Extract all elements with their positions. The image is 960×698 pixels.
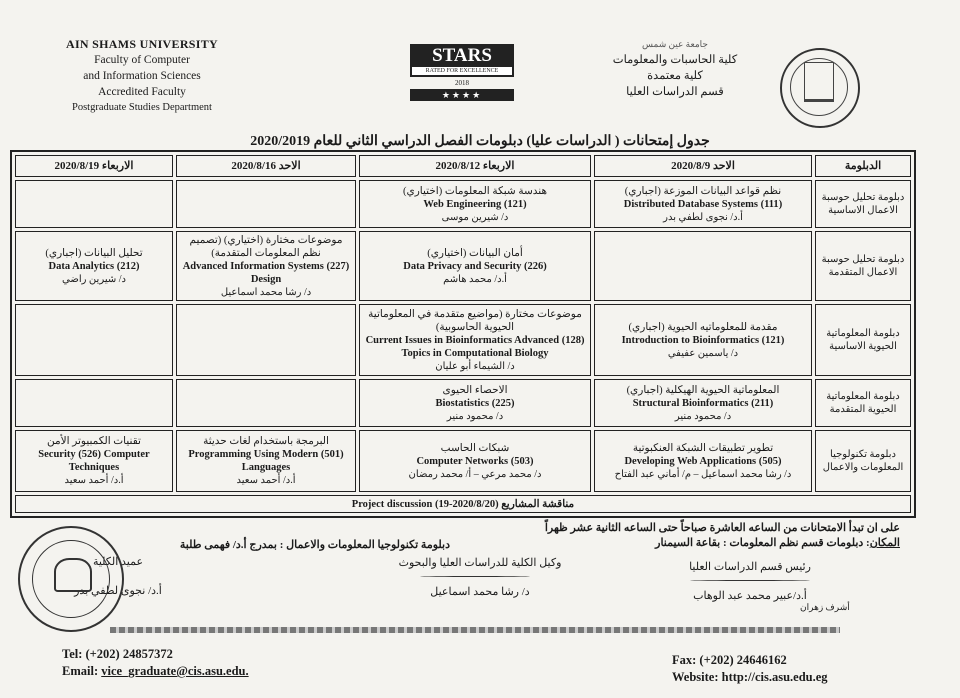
instructor-name: أ.د/ أحمد سعيد — [64, 475, 124, 486]
course-name-en: (225) Biostatistics — [435, 397, 515, 409]
fax: Fax: (+202) 24646162 — [672, 653, 787, 667]
university-header-ar — [600, 36, 750, 100]
accredited-label: Accredited Faculty — [98, 86, 186, 98]
exam-cell — [359, 180, 591, 228]
project-discussion: مناقشة المشاريع Project discussion (19-2020/8/20) — [15, 495, 911, 513]
diploma-cell: دبلومة تحليل حوسبة الاعمال الاساسية — [815, 180, 911, 228]
table-row — [15, 304, 911, 376]
department-name: Postgraduate Studies Department — [72, 102, 212, 113]
course-name-en: (227) Advanced Information Systems Design — [182, 260, 350, 285]
diploma-cell: دبلومة المعلوماتية الحيوية المتقدمة — [815, 379, 911, 427]
instructor-name: أ.د/ أحمد سعيد — [236, 475, 296, 486]
stars-logo — [410, 44, 514, 101]
course-name-en: (226) Data Privacy and Security — [403, 260, 547, 272]
footer-divider — [110, 627, 840, 633]
place-label: المكان — [869, 537, 900, 549]
department-name-ar: قسم الدراسات العليا — [626, 86, 724, 98]
course-name-en: Security (526) Computer Techniques — [38, 449, 150, 473]
exam-time-note: على ان تبدأ الامتحانات من الساعه العاشرة صباحاً حتى الساعه الثانية عشر ظهراً — [544, 522, 900, 534]
column-header-date-4: الاربعاء 2020/8/19 — [15, 155, 173, 177]
exam-cell — [176, 231, 356, 301]
exam-cell — [359, 379, 591, 427]
course-name-en: (211) Structural Bioinformatics — [632, 397, 774, 409]
course-name-ar: أمان البيانات (اختياري) — [427, 247, 523, 259]
diploma-it-place: دبلومة تكنولوجيا المعلومات والاعمال : بمدرج أ.د/ فهمى طلبة — [179, 539, 450, 551]
course-name-ar: المعلوماتية الحيوية الهيكلية (اجباري) — [626, 384, 780, 396]
instructor-name: أ.د/ محمد هاشم — [443, 273, 507, 285]
course-name-ar: تقنيات الكمبيوتر الأمن — [47, 436, 141, 447]
accredited-label-ar: كلية معتمدة — [647, 70, 703, 82]
column-header-date-1: الاحد 2020/8/9 — [594, 155, 812, 177]
vice-signature-block — [380, 556, 580, 600]
course-name-ar: البرمجة باستخدام لغات حديثة — [203, 436, 329, 447]
course-name-en: (503) Computer Networks — [416, 455, 534, 467]
table-row — [15, 231, 911, 301]
exam-cell — [594, 231, 812, 301]
prepared-by: أشرف زهران — [800, 602, 850, 612]
diploma-cell: دبلومة تحليل حوسبة الاعمال المتقدمة — [815, 231, 911, 301]
course-name-ar: نظم قواعد البيانات الموزعة (اجباري) — [624, 185, 782, 197]
page-title: جدول إمتحانات ( الدراسات عليا) دبلومات الفصل الدراسي الثاني للعام 2020/2019 — [250, 134, 710, 149]
exam-cell — [594, 180, 812, 228]
course-name-ar: تطوير تطبيقات الشبكة العنكبوتية — [632, 442, 774, 454]
table-row — [15, 379, 911, 427]
course-name-ar: مقدمة للمعلوماتيه الحيوية (اجباري) — [628, 321, 778, 333]
head-name: أ.د/عبير محمد عبد الوهاب — [693, 590, 807, 602]
column-header-diploma: الدبلومة — [815, 155, 911, 177]
instructor-name: د/ الشيماء أبو عليان — [435, 360, 515, 372]
exam-cell — [15, 304, 173, 376]
course-name-ar: موضوعات مختارة (اختياري) (تصميم نظم المعلومات المتقدمة) — [189, 234, 343, 259]
exam-cell — [176, 430, 356, 492]
diploma-cell: دبلومة المعلوماتية الحيوية الاساسية — [815, 304, 911, 376]
course-name-en: (128) Current Issues in Bioinformatics Advanced Topics in Computational Biology — [365, 334, 585, 359]
exam-cell — [15, 430, 173, 492]
university-name: AIN SHAMS UNIVERSITY — [65, 37, 219, 51]
head-signature-block — [660, 560, 840, 604]
table-row — [15, 430, 911, 492]
course-name-en: (501) Programming Using Modern Languages — [188, 449, 344, 473]
course-name-en: (212) Data Analytics — [48, 260, 140, 272]
email-link[interactable]: vice_graduate@cis.asu.edu. — [101, 664, 249, 678]
faculty-name-ar: كلية الحاسبات والمعلومات — [612, 54, 738, 66]
course-name-ar: هندسة شبكة المعلومات (اختياري) — [402, 185, 547, 197]
course-name-en: (505) Developing Web Applications — [624, 455, 782, 467]
instructor-name: د/ ياسمين عفيفي — [667, 347, 739, 359]
exam-cell — [176, 304, 356, 376]
project-discussion-row — [15, 495, 911, 513]
university-header-en — [52, 36, 232, 116]
course-name-en: (111) Distributed Database Systems — [623, 198, 783, 210]
instructor-name: د/ رشا محمد اسماعيل — [220, 286, 312, 298]
column-header-date-3: الاحد 2020/8/16 — [176, 155, 356, 177]
contact-left — [62, 646, 249, 680]
university-seal-icon — [780, 48, 860, 128]
exam-cell — [359, 231, 591, 301]
instructor-name: أ.د/ نجوى لطفي بدر — [663, 211, 743, 223]
exam-cell — [176, 180, 356, 228]
faculty-name-2: and Information Sciences — [83, 70, 201, 82]
course-name-ar: شبكات الحاسب — [440, 442, 510, 454]
exam-cell — [359, 430, 591, 492]
table-row — [15, 180, 911, 228]
official-stamp-icon — [18, 526, 124, 632]
vice-name: د/ رشا محمد اسماعيل — [430, 586, 530, 598]
course-name-en: (121) Introduction to Bioinformatics — [621, 334, 785, 346]
telephone: Tel: (+202) 24857372 — [62, 647, 173, 661]
stars-logo-year: 2018 — [455, 79, 469, 87]
course-name-ar: تحليل البيانات (اجباري) — [45, 247, 143, 259]
exam-cell — [594, 430, 812, 492]
instructor-name: د/ رشا محمد اسماعيل – م/ أماني عبد الفتاح — [614, 468, 792, 480]
signature-icon — [690, 580, 810, 581]
stars-logo-tagline: RATED FOR EXCELLENCE — [412, 66, 512, 75]
head-title: رئيس قسم الدراسات العليا — [689, 561, 811, 573]
table-header-row — [15, 155, 911, 177]
email-label: Email: — [62, 664, 99, 678]
contact-right — [672, 652, 828, 686]
dean-title: عميد الكلية — [92, 556, 144, 568]
exam-schedule-table — [10, 150, 916, 518]
course-name-ar: الاحصاء الحيوى — [442, 384, 508, 396]
university-name-ar: جامعة عين شمس — [642, 39, 708, 49]
instructor-name: د/ محمود منير — [446, 410, 504, 422]
diploma-cell: دبلومة تكنولوجيا المعلومات والاعمال — [815, 430, 911, 492]
course-name-en: (121) Web Engineering — [423, 198, 527, 210]
instructor-name: د/ محمد مرعي – أ/ محمد رمضان — [408, 468, 542, 480]
instructor-name: د/ شيرين موسى — [441, 211, 509, 223]
exam-cell — [594, 379, 812, 427]
faculty-name: Faculty of Computer — [94, 54, 190, 66]
signature-icon — [420, 576, 530, 577]
course-name-ar: موضوعات مختارة (مواضيع متقدمة في المعلوماتية الحيوية الحاسوبية) — [368, 308, 582, 333]
exam-cell — [359, 304, 591, 376]
website-link[interactable]: Website: http://cis.asu.edu.eg — [672, 670, 828, 684]
dean-name: أ.د/ نجوى لطفي بدر — [74, 585, 162, 597]
place-text: : دبلومات قسم نظم المعلومات : بقاعة السيمنار — [655, 537, 870, 549]
vice-title: وكيل الكلية للدراسات العليا والبحوث — [398, 557, 562, 569]
exam-notes — [400, 521, 900, 551]
exam-cell — [594, 304, 812, 376]
exam-cell — [15, 231, 173, 301]
instructor-name: د/ شيرين راضي — [62, 273, 126, 285]
column-header-date-2: الاربعاء 2020/8/12 — [359, 155, 591, 177]
stars-logo-name: STARS — [412, 46, 512, 66]
instructor-name: د/ محمود منير — [674, 410, 732, 422]
exam-cell — [15, 379, 173, 427]
exam-cell — [176, 379, 356, 427]
stars-rating-icon: ★★★★ — [410, 89, 514, 101]
exam-cell — [15, 180, 173, 228]
